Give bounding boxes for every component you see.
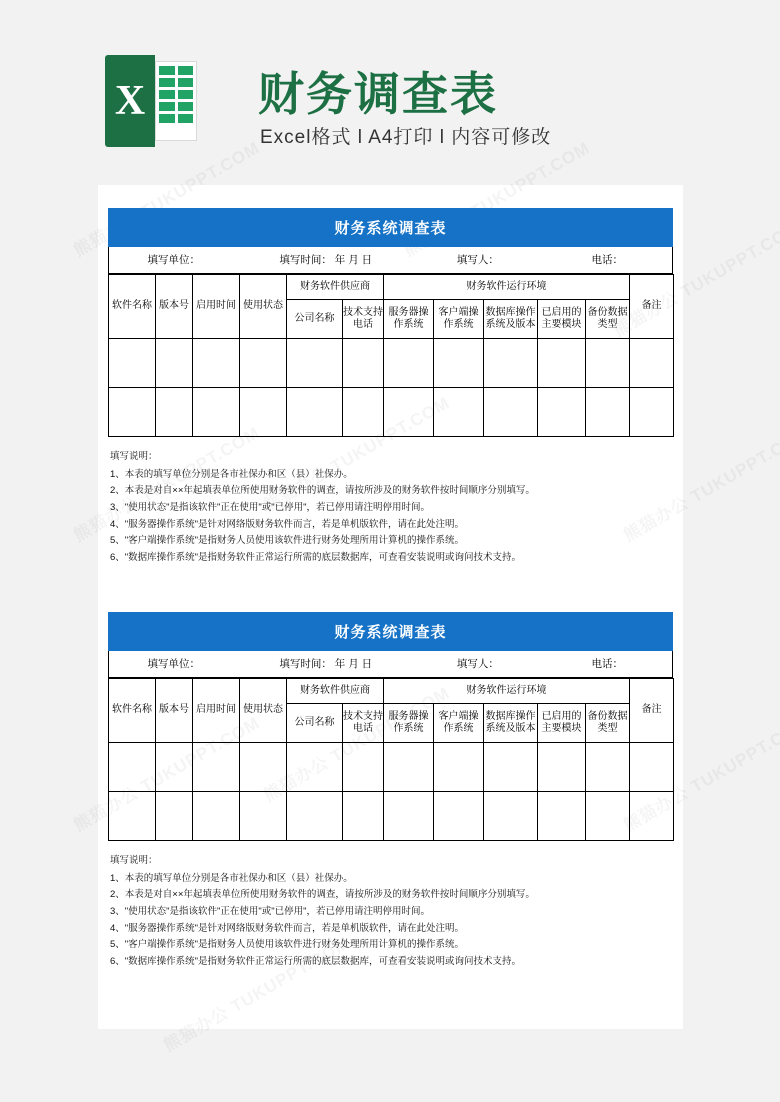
note-item: 6、"数据库操作系统"是指财务软件正常运行所需的底层数据库，可查看安装说明或询问技术支持。 — [110, 955, 522, 967]
meta-date[interactable]: 填写时间： 年 月 日 — [279, 254, 373, 266]
page-title: 财务调查表 — [258, 68, 498, 120]
th-group-runtime: 财务软件运行环境 — [384, 275, 630, 300]
th-backup-type: 备份数据类型 — [586, 704, 630, 743]
header — [0, 0, 780, 185]
note-item: 1、本表的填写单位分别是各市社保办和区（县）社保办。 — [110, 872, 353, 884]
th-version: 版本号 — [156, 275, 193, 339]
th-status: 使用状态 — [240, 275, 287, 339]
th-server-os: 服务器操作系统 — [384, 704, 434, 743]
table-row[interactable] — [109, 388, 674, 437]
th-supplier-phone: 技术支持电话 — [343, 704, 384, 743]
meta-unit[interactable]: 填写单位： — [147, 254, 200, 266]
th-db-os: 数据库操作系统及版本 — [484, 704, 538, 743]
survey-table — [108, 274, 674, 437]
survey-form-1 — [108, 208, 673, 566]
page-subtitle: Excel格式 l A4打印 l 内容可修改 — [260, 127, 552, 148]
th-modules: 已启用的主要模块 — [538, 300, 586, 339]
survey-form-2 — [108, 612, 673, 970]
th-version: 版本号 — [156, 679, 193, 743]
notes-title: 填写说明： — [110, 855, 158, 866]
th-remark: 备注 — [630, 275, 674, 339]
note-item: 2、本表是对自××年起填表单位所使用财务软件的调查，请按所涉及的财务软件按时间顺序分别填写。 — [110, 889, 535, 901]
th-client-os: 客户端操作系统 — [434, 704, 484, 743]
th-status: 使用状态 — [240, 679, 287, 743]
survey-table — [108, 678, 674, 841]
th-modules: 已启用的主要模块 — [538, 704, 586, 743]
form-meta-row — [108, 651, 673, 678]
th-remark: 备注 — [630, 679, 674, 743]
form-title: 财务系统调查表 — [108, 612, 673, 651]
th-client-os: 客户端操作系统 — [434, 300, 484, 339]
note-item: 4、"服务器操作系统"是针对网络版财务软件而言，若是单机版软件，请在此处注明。 — [110, 518, 465, 530]
meta-phone[interactable]: 电话： — [591, 658, 624, 670]
table-header-row-1 — [109, 275, 674, 300]
meta-person[interactable]: 填写人： — [456, 254, 499, 266]
meta-date[interactable]: 填写时间： 年 月 日 — [279, 658, 373, 670]
th-software-name: 软件名称 — [109, 679, 156, 743]
form-title: 财务系统调查表 — [108, 208, 673, 247]
th-start-time: 启用时间 — [193, 679, 240, 743]
th-software-name: 软件名称 — [109, 275, 156, 339]
notes-title: 填写说明： — [110, 451, 158, 462]
th-supplier-phone: 技术支持电话 — [343, 300, 384, 339]
th-backup-type: 备份数据类型 — [586, 300, 630, 339]
form-notes — [108, 853, 673, 970]
note-item: 4、"服务器操作系统"是针对网络版财务软件而言，若是单机版软件，请在此处注明。 — [110, 922, 465, 934]
form-meta-row — [108, 247, 673, 274]
note-item: 5、"客户端操作系统"是指财务人员使用该软件进行财务处理所用计算机的操作系统。 — [110, 535, 465, 547]
th-supplier-company: 公司名称 — [287, 704, 343, 743]
table-row[interactable] — [109, 339, 674, 388]
th-start-time: 启用时间 — [193, 275, 240, 339]
excel-icon — [105, 55, 197, 147]
th-server-os: 服务器操作系统 — [384, 300, 434, 339]
excel-logo-letter: X — [114, 78, 146, 124]
th-db-os: 数据库操作系统及版本 — [484, 300, 538, 339]
table-row[interactable] — [109, 792, 674, 841]
meta-unit[interactable]: 填写单位： — [147, 658, 200, 670]
note-item: 1、本表的填写单位分别是各市社保办和区（县）社保办。 — [110, 468, 353, 480]
note-item: 5、"客户端操作系统"是指财务人员使用该软件进行财务处理所用计算机的操作系统。 — [110, 939, 465, 951]
note-item: 2、本表是对自××年起填表单位所使用财务软件的调查，请按所涉及的财务软件按时间顺序分别填写。 — [110, 485, 535, 497]
th-group-runtime: 财务软件运行环境 — [384, 679, 630, 704]
table-row[interactable] — [109, 743, 674, 792]
form-notes — [108, 449, 673, 566]
meta-person[interactable]: 填写人： — [456, 658, 499, 670]
th-group-supplier: 财务软件供应商 — [287, 275, 384, 300]
table-header-row-1 — [109, 679, 674, 704]
note-item: 3、"使用状态"是指该软件"正在使用"或"已停用"，若已停用请注明停用时间。 — [110, 501, 431, 513]
th-supplier-company: 公司名称 — [287, 300, 343, 339]
note-item: 6、"数据库操作系统"是指财务软件正常运行所需的底层数据库，可查看安装说明或询问技术支持。 — [110, 551, 522, 563]
th-group-supplier: 财务软件供应商 — [287, 679, 384, 704]
note-item: 3、"使用状态"是指该软件"正在使用"或"已停用"，若已停用请注明停用时间。 — [110, 905, 431, 917]
meta-phone[interactable]: 电话： — [591, 254, 624, 266]
